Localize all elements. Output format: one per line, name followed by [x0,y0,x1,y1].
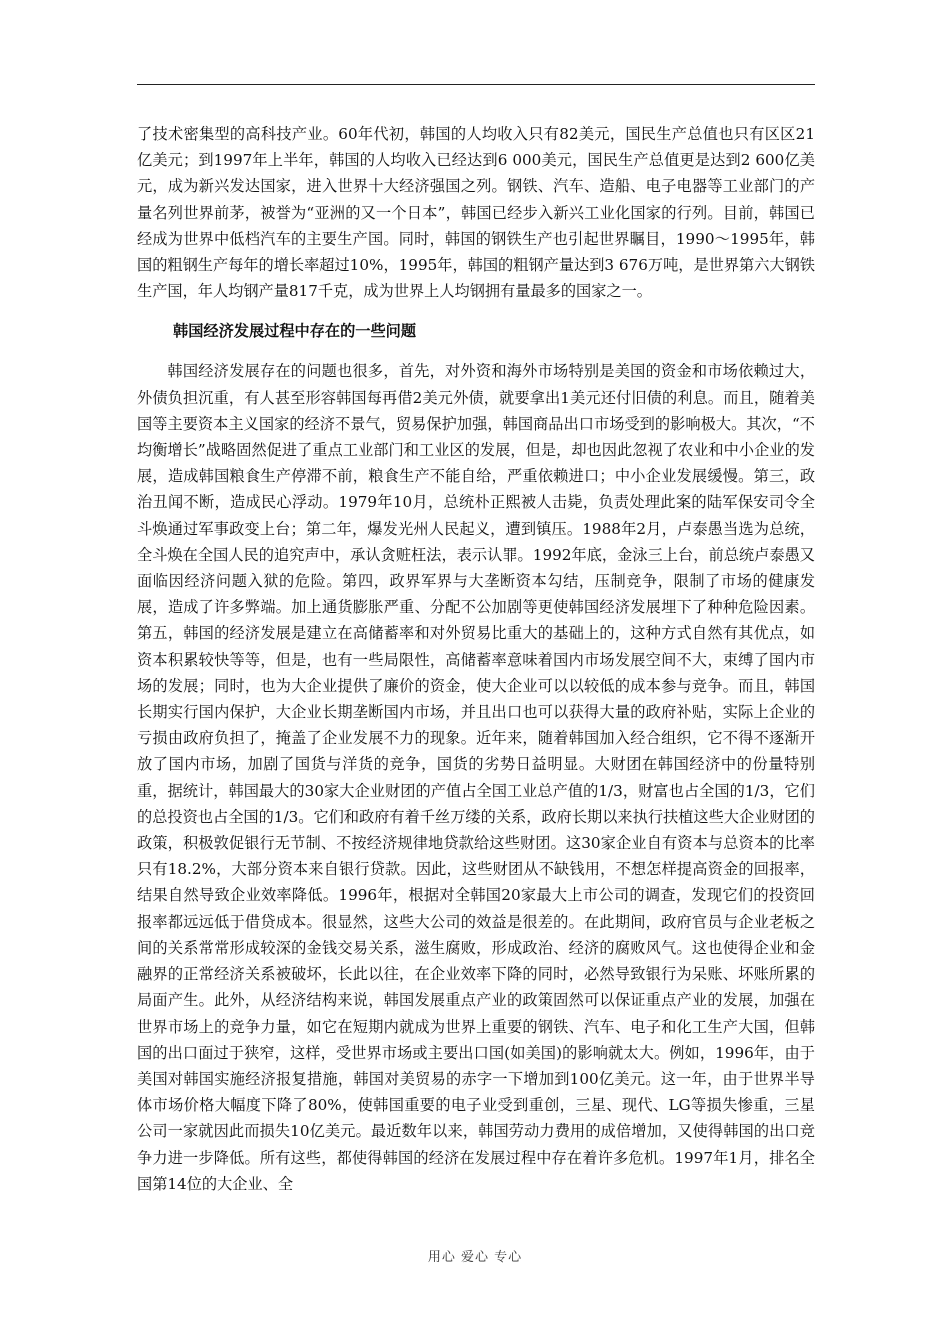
page-footer: 用心 爱心 专心 [427,1250,523,1265]
paragraph-problems: 韩国经济发展存在的问题也很多，首先，对外资和海外市场特别是美国的资金和市场依赖过大，外债负担沉重，有人甚至形容韩国每再借2美元外债，就要拿出1美元还付旧债的利息。而且，随着美国等主要资本主义国家的经济不景气，贸易保护加强，韩国商品出口市场受到的影响极大。其次，“不均衡增长”战略固然促进了重点工业部门和工业区的发展，但是，却也因此忽视了农业和中小企业的发展，造成韩国粮食生产停滞不前，粮食生产不能自给，严重依赖进口；中小企业发展缓慢。第三，政治丑闻不断，造成民心浮动。1979年10月，总统朴正熙被人击毙，负责处理此案的陆军保安司令全斗焕通过军事政变上台；第二年，爆发光州人民起义，遭到镇压。1988年2月，卢泰愚当选为总统，全斗焕在全国人民的追究声中，承认贪赃枉法，表示认罪。1992年底，金泳三上台，前总统卢泰愚又面临因经济问题入狱的危险。第四，政界军界与大垄断资本勾结，压制竞争，限制了市场的健康发展，造成了许多弊端。加上通货膨胀严重、分配不公加剧等更使韩国经济发展埋下了种种危险因素。第五，韩国的经济发展是建立在高储蓄率和对外贸易比重大的基础上的，这种方式自然有其优点，如资本积累较快等等，但是，也有一些局限性，高储蓄率意味着国内市场发展空间不大，束缚了国内市场的发展；同时，也为大企业提供了廉价的资金，使大企业可以以较低的成本参与竞争。而且，韩国长期实行国内保护，大企业长期垄断国内市场，并且出口也可以获得大量的政府补贴，实际上企业的亏损由政府负担了，掩盖了企业发展不力的现象。近年来，随着韩国加入经合组织，它不得不逐渐开放了国内市场，加剧了国货与洋货的竞争，国货的劣势日益明显。大财团在韩国经济中的份量特别重，据统计，韩国最大的30家大企业财团的产值占全国工业总产值的1/3，财富也占全国的1/3，它们的总投资也占全国的1/3。它们和政府有着千丝万缕的关系，政府长期以来执行扶植这些大企业财团的政策，积极敦促银行无节制、不按经济规律地贷款给这些财团。这30家企业自有资本与总资本的比率只有18.2%，大部分资本来自银行贷款。因此，这些财团从不缺钱用，不想怎样提高资金的回报率，结果自然导致企业效率降低。1996年，根据对全韩国20家最大上市公司的调查，发现它们的投资回报率都远远低于借贷成本。很显然，这些大公司的效益是很差的。在此期间，政府官员与企业老板之间的关系常常形成较深的金钱交易关系，滋生腐败，形成政治、经济的腐败风气。这也使得企业和金融界的正常经济关系被破坏，长此以往，在企业效率下降的同时，必然导致银行为呆账、坏账所累的局面产生。此外，从经济结构来说，韩国发展重点产业的政策固然可以保证重点产业的发展，加强在世界市场上的竞争力量，如它在短期内就成为世界上重要的钢铁、汽车、电子和化工生产大国，但韩国的出口面过于狭窄，这样，受世界市场或主要出口国(如美国)的影响就太大。例如，1996年，由于美国对韩国实施经济报复措施，韩国对美贸易的赤字一下增加到100亿美元。这一年，由于世界半导体市场价格大幅度下降了80%，使韩国重要的电子业受到重创，三星、现代、LG等损失惨重，三星公司一家就因此而损失10亿美元。最近数年以来，韩国劳动力费用的成倍增加，又使得韩国的出口竞争力进一步降低。所有这些，都使得韩国的经济在发展过程中存在着许多危机。1997年1月，排名全国第14位的大企业、全 [137,362,815,1193]
paragraph-intro: 了技术密集型的高科技产业。60年代初，韩国的人均收入只有82美元，国民生产总值也只有区区21亿美元；到1997年上半年，韩国的人均收入已经达到6 000美元，国民生产总值更是达到2 600亿美元，成为新兴发达国家，进入世界十大经济强国之列。钢铁、汽车、造船、电子电器等工业部门的产量名列世界前茅，被誉为“亚洲的又一个日本”，韩国已经步入新兴工业化国家的行列。目前，韩国已经成为世界中低档汽车的主要生产国。同时，韩国的钢铁生产也引起世界瞩目，1990～1995年，韩国的粗钢生产每年的增长率超过10%，1995年，韩国的粗钢产量达到3 676万吨，是世界第六大钢铁生产国，年人均钢产量817千克，成为世界上人均钢拥有量最多的国家之一。 [137,125,815,301]
section-heading: 韩国经济发展过程中存在的一些问题 [173,322,416,341]
header-rule [137,84,815,85]
document-body [137,121,815,1197]
